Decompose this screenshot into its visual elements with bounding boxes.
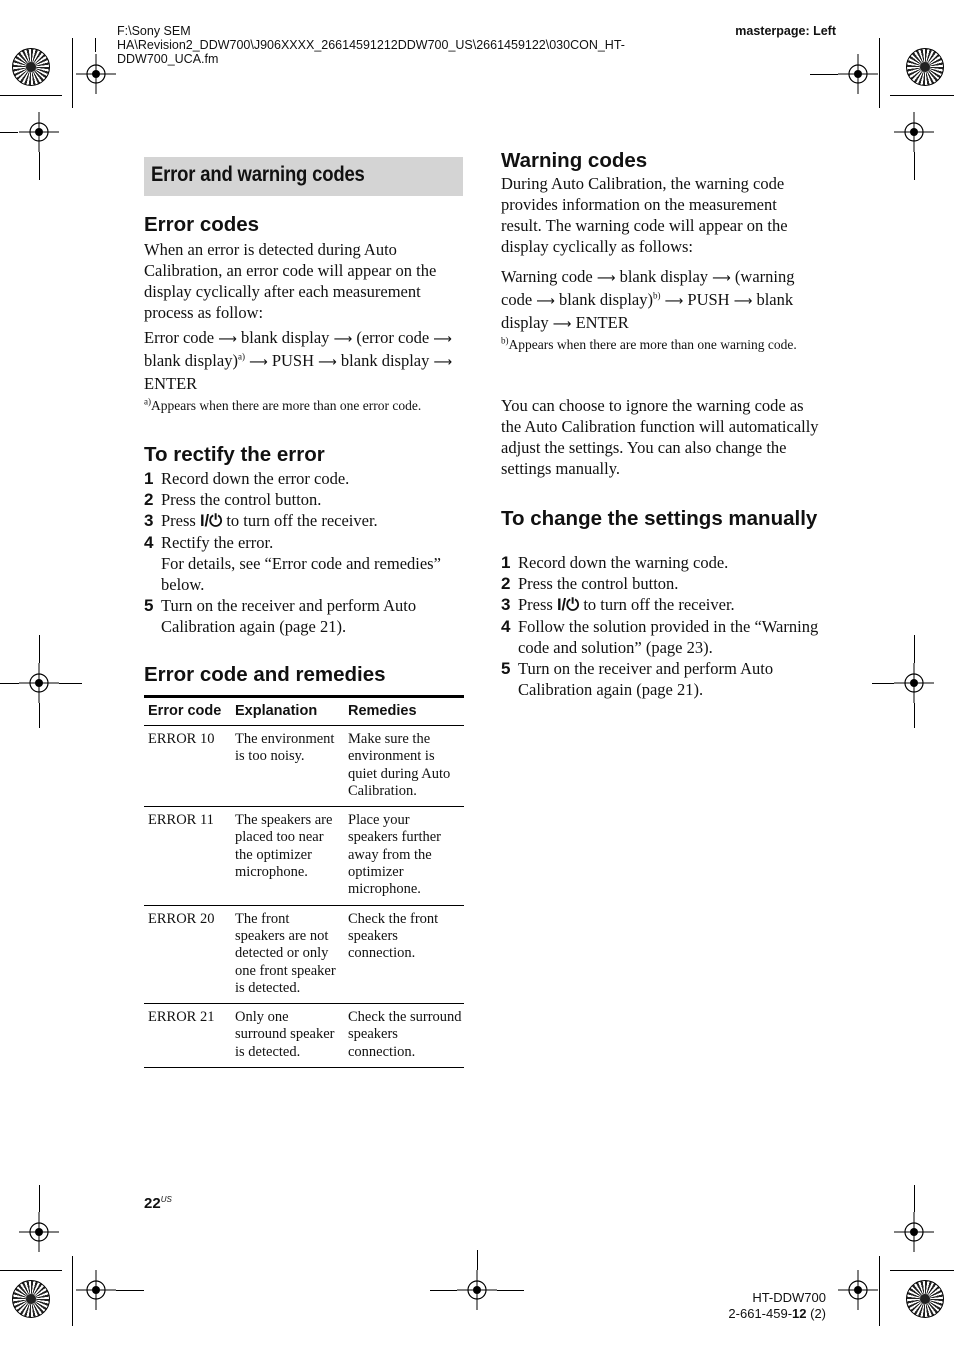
color-target-icon xyxy=(906,48,944,86)
list-item: 5 Turn on the receiver and perform Auto Calibration again (page 21). xyxy=(144,596,417,636)
model-name: HT-DDW700 xyxy=(752,1290,826,1305)
registration-mark-icon xyxy=(838,54,878,94)
warning-codes-intro: During Auto Calibration, the warning code provides information on the measurement result. The warning code will appear on the display cyclically as follows: xyxy=(501,174,788,256)
table-row xyxy=(144,1004,464,1068)
error-code-cell: ERROR 20 xyxy=(144,905,231,1003)
file-path: F:\Sony SEM HA\Revision2_DDW700\J906XXXX_26614591212DDW700_US\2661459122\030CON_HT-DDW700_UCA.fm xyxy=(117,24,625,66)
color-target-icon xyxy=(906,1280,944,1318)
error-code-cell: ERROR 11 xyxy=(144,807,231,905)
color-target-icon xyxy=(12,1280,50,1318)
section-title-box xyxy=(144,157,463,196)
list-item: 2 Press the control button. xyxy=(144,490,322,509)
remedy-cell: Check the surround speakers connection. xyxy=(344,1004,464,1068)
list-item: 4 Rectify the error. For details, see “Error code and remedies” below. xyxy=(144,533,441,594)
registration-mark-icon xyxy=(894,663,934,703)
table-row xyxy=(144,807,464,905)
warning-code-sequence: Warning code ⟶ blank display ⟶ (warning code ⟶ blank display)$^{b)}$ ⟶ PUSH ⟶ blank display ⟶ ENTER xyxy=(501,267,795,332)
error-code-cell: ERROR 10 xyxy=(144,726,231,807)
list-item: 2 Press the control button. xyxy=(501,574,679,593)
error-code-cell: ERROR 21 xyxy=(144,1004,231,1068)
list-item: 3 Press I/⏻ to turn off the receiver. xyxy=(501,595,735,614)
remedy-cell: Make sure the environment is quiet during Auto Calibration. xyxy=(344,726,464,807)
table-row xyxy=(144,905,464,1003)
remedies-heading: Error code and remedies xyxy=(144,663,386,686)
model-info xyxy=(728,1290,826,1322)
registration-mark-icon xyxy=(76,1270,116,1310)
registration-mark-icon xyxy=(838,1270,878,1310)
change-settings-heading: To change the settings manually xyxy=(501,507,818,530)
explanation-cell: The speakers are placed too near the optimizer microphone. xyxy=(231,807,344,905)
section-title: Error and warning codes xyxy=(151,163,365,186)
list-item: 1 Record down the warning code. xyxy=(501,553,729,572)
power-icon: I/⏻ xyxy=(199,512,223,530)
power-icon: I/⏻ xyxy=(556,596,580,614)
warning-footnote: $^{b)}$Appears when there are more than one warning code. xyxy=(501,335,797,352)
table-row xyxy=(144,726,464,807)
explanation-cell: The front speakers are not detected or only one front speaker is detected. xyxy=(231,905,344,1003)
rectify-heading: To rectify the error xyxy=(144,443,325,466)
list-item: 5 Turn on the receiver and perform Auto Calibration again (page 21). xyxy=(501,659,774,699)
error-footnote: $^{a)}$Appears when there are more than one error code. xyxy=(144,396,422,413)
explanation-cell: The environment is too noisy. xyxy=(231,726,344,807)
error-codes-heading: Error codes xyxy=(144,213,260,236)
error-codes-intro: When an error is detected during Auto Calibration, an error code will appear on the display cyclically after each measurement process as follow: xyxy=(144,240,437,322)
column-header: Explanation xyxy=(231,698,344,726)
remedy-cell: Place your speakers further away from the optimizer microphone. xyxy=(344,807,464,905)
part-number: 2-661-459-12 (2) xyxy=(728,1306,826,1321)
error-code-sequence: Error code ⟶ blank display ⟶ (error code ⟶ blank display)$^{a)}$ ⟶ PUSH ⟶ blank display ⟶ ENTER xyxy=(144,328,453,393)
page-number: $22^{US}$ xyxy=(144,1195,172,1212)
list-item: 1 Record down the error code. xyxy=(144,469,350,488)
explanation-cell: Only one surround speaker is detected. xyxy=(231,1004,344,1068)
list-item: 3 Press I/⏻ to turn off the receiver. xyxy=(144,511,378,530)
registration-mark-icon xyxy=(76,54,116,94)
list-item: 4 Follow the solution provided in the “Warning code and solution” (page 23). xyxy=(501,617,819,657)
masterpage-label: masterpage: Left xyxy=(735,24,836,38)
column-header: Remedies xyxy=(344,698,464,726)
remedy-cell: Check the front speakers connection. xyxy=(344,905,464,1003)
color-target-icon xyxy=(12,48,50,86)
remedies-table xyxy=(144,695,464,1068)
registration-mark-icon xyxy=(19,663,59,703)
rectify-steps xyxy=(144,468,464,637)
ignore-warning-note: You can choose to ignore the warning code as the Auto Calibration function will automatically adjust the settings. You can also change the settings manually. xyxy=(501,396,819,478)
registration-mark-icon xyxy=(457,1270,497,1310)
registration-mark-icon xyxy=(19,1212,59,1252)
column-header: Error code xyxy=(144,698,231,726)
change-settings-steps xyxy=(501,552,823,700)
table-header-row xyxy=(144,698,464,726)
warning-codes-heading: Warning codes xyxy=(501,149,648,172)
registration-mark-icon xyxy=(894,112,934,152)
registration-mark-icon xyxy=(894,1212,934,1252)
registration-mark-icon xyxy=(19,112,59,152)
